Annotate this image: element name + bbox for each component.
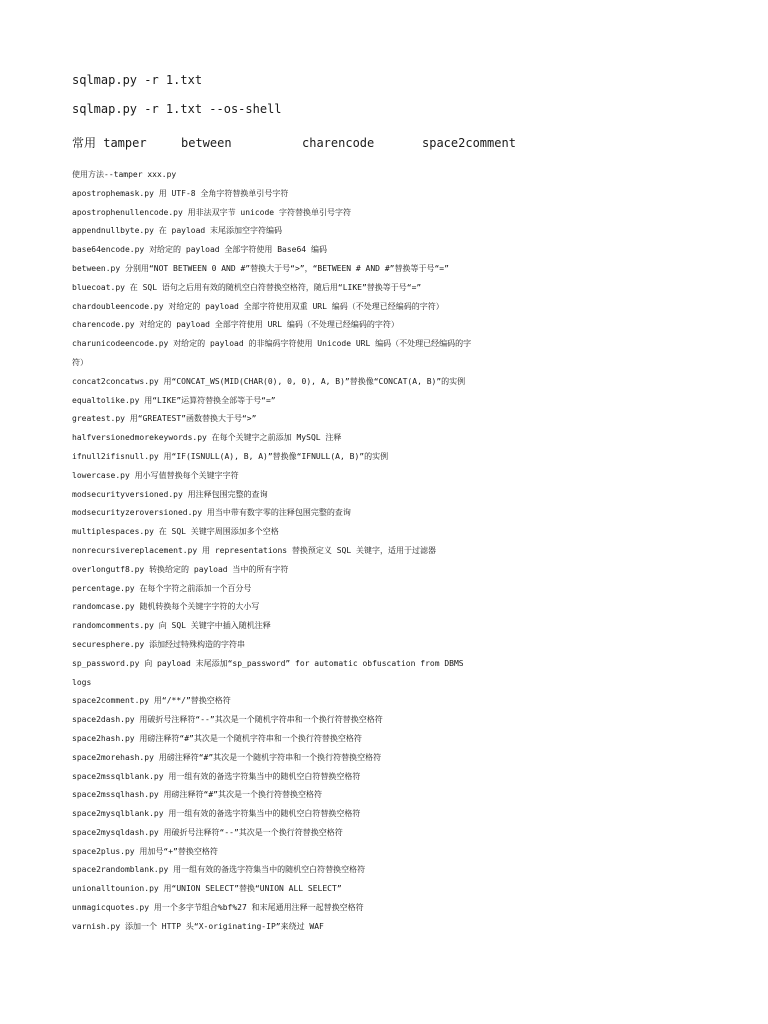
- tamper-entry: space2morehash.py 用磅注释符“#”其次是一个随机字符串和一个换行符替换空格符: [72, 752, 382, 762]
- command-line: sqlmap.py -r 1.txt --os-shell: [72, 102, 282, 116]
- tamper-entry: space2hash.py 用磅注释符“#”其次是一个随机字符串和一个换行符替换空格符: [72, 733, 362, 743]
- tamper-entry: percentage.py 在每个字符之前添加一个百分号: [72, 583, 252, 593]
- tamper-entry: bluecoat.py 在 SQL 语句之后用有效的随机空白符替换空格符，随后用“LIKE”替换等于号“=”: [72, 282, 422, 292]
- tamper-entry: space2randomblank.py 用一组有效的备选字符集当中的随机空白符替换空格符: [72, 865, 366, 875]
- tamper-entry: lowercase.py 用小写值替换每个关键字字符: [72, 470, 239, 480]
- tamper-entry: nonrecursivereplacement.py 用 representations 替换预定义 SQL 关键字，适用于过滤器: [72, 545, 437, 555]
- usage-line: 使用方法--tamper xxx.py: [72, 170, 177, 179]
- tamper-entry: space2mssqlhash.py 用磅注释符“#”其次是一个换行符替换空格符: [72, 790, 322, 800]
- tamper-entry: multiplespaces.py 在 SQL 关键字周围添加多个空格: [72, 527, 279, 537]
- common-tamper-label: 常用 tamper: [72, 136, 147, 150]
- tamper-entry: charencode.py 对给定的 payload 全部字符使用 URL 编码（不处理已经编码的字符）: [72, 320, 399, 330]
- tamper-entry: space2dash.py 用破折号注释符“--”其次是一个随机字符串和一个换行符替换空格符: [72, 715, 383, 725]
- tamper-entry: greatest.py 用“GREATEST”函数替换大于号“>”: [72, 414, 257, 424]
- tamper-entry: between.py 分别用“NOT BETWEEN 0 AND #”替换大于号“>”，“BETWEEN # AND #”替换等于号“=”: [72, 263, 449, 273]
- tamper-entry: space2mysqldash.py 用破折号注释符“--”其次是一个换行符替换空格符: [72, 827, 343, 837]
- tamper-entry-continued: logs: [72, 677, 92, 687]
- common-tamper-item: charencode: [302, 136, 375, 150]
- tamper-entry: concat2concatws.py 用“CONCAT_WS(MID(CHAR(0), 0, 0), A, B)”替换像“CONCAT(A, B)”的实例: [72, 376, 466, 386]
- tamper-entry: chardoubleencode.py 对给定的 payload 全部字符使用双重 URL 编码（不处理已经编码的字符）: [72, 301, 444, 311]
- tamper-entry: randomcomments.py 向 SQL 关键字中插入随机注释: [72, 621, 271, 631]
- common-tamper-item: space2comment: [422, 136, 516, 150]
- tamper-entry: sp_password.py 向 payload 末尾添加“sp_password” for automatic obfuscation from DBMS: [72, 658, 464, 668]
- tamper-entry: appendnullbyte.py 在 payload 末尾添加空字符编码: [72, 226, 283, 236]
- tamper-list: [72, 166, 712, 937]
- tamper-entry: space2mssqlblank.py 用一组有效的备选字符集当中的随机空白符替换空格符: [72, 771, 361, 781]
- tamper-entry-continued: 符）: [72, 357, 88, 367]
- tamper-entry: base64encode.py 对给定的 payload 全部字符使用 Base64 编码: [72, 245, 327, 255]
- common-tamper-item: between: [181, 136, 232, 150]
- tamper-entry: equaltolike.py 用“LIKE”运算符替换全部等于号“=”: [72, 395, 276, 405]
- tamper-entry: unionalltounion.py 用“UNION SELECT”替换“UNION ALL SELECT”: [72, 884, 342, 894]
- tamper-entry: unmagicquotes.py 用一个多字节组合%bf%27 和末尾通用注释一起替换空格符: [72, 903, 364, 913]
- tamper-entry: apostrophenullencode.py 用非法双字节 unicode 字符替换单引号字符: [72, 207, 351, 217]
- tamper-entry: space2comment.py 用“/**/”替换空格符: [72, 696, 231, 706]
- tamper-entry: modsecurityversioned.py 用注释包围完整的查询: [72, 489, 268, 499]
- tamper-entry: securesphere.py 添加经过特殊构造的字符串: [72, 639, 246, 649]
- tamper-entry: ifnull2ifisnull.py 用“IF(ISNULL(A), B, A)”替换像“IFNULL(A, B)”的实例: [72, 451, 389, 461]
- tamper-entry: overlongutf8.py 转换给定的 payload 当中的所有字符: [72, 564, 289, 574]
- tamper-entry: randomcase.py 随机转换每个关键字字符的大小写: [72, 602, 260, 612]
- tamper-entry: space2plus.py 用加号“+”替换空格符: [72, 846, 218, 856]
- tamper-entry: halfversionedmorekeywords.py 在每个关键字之前添加 MySQL 注释: [72, 433, 342, 443]
- tamper-entry: charunicodeencode.py 对给定的 payload 的非编码字符使用 Unicode URL 编码（不处理已经编码的字: [72, 339, 472, 349]
- tamper-entry: modsecurityzeroversioned.py 用当中带有数字零的注释包围完整的查询: [72, 508, 351, 518]
- tamper-entry: varnish.py 添加一个 HTTP 头“X-originating-IP”来绕过 WAF: [72, 921, 324, 931]
- tamper-entry: apostrophemask.py 用 UTF-8 全角字符替换单引号字符: [72, 188, 289, 198]
- command-line: sqlmap.py -r 1.txt: [72, 73, 203, 87]
- tamper-entry: space2mysqlblank.py 用一组有效的备选字符集当中的随机空白符替换空格符: [72, 809, 361, 819]
